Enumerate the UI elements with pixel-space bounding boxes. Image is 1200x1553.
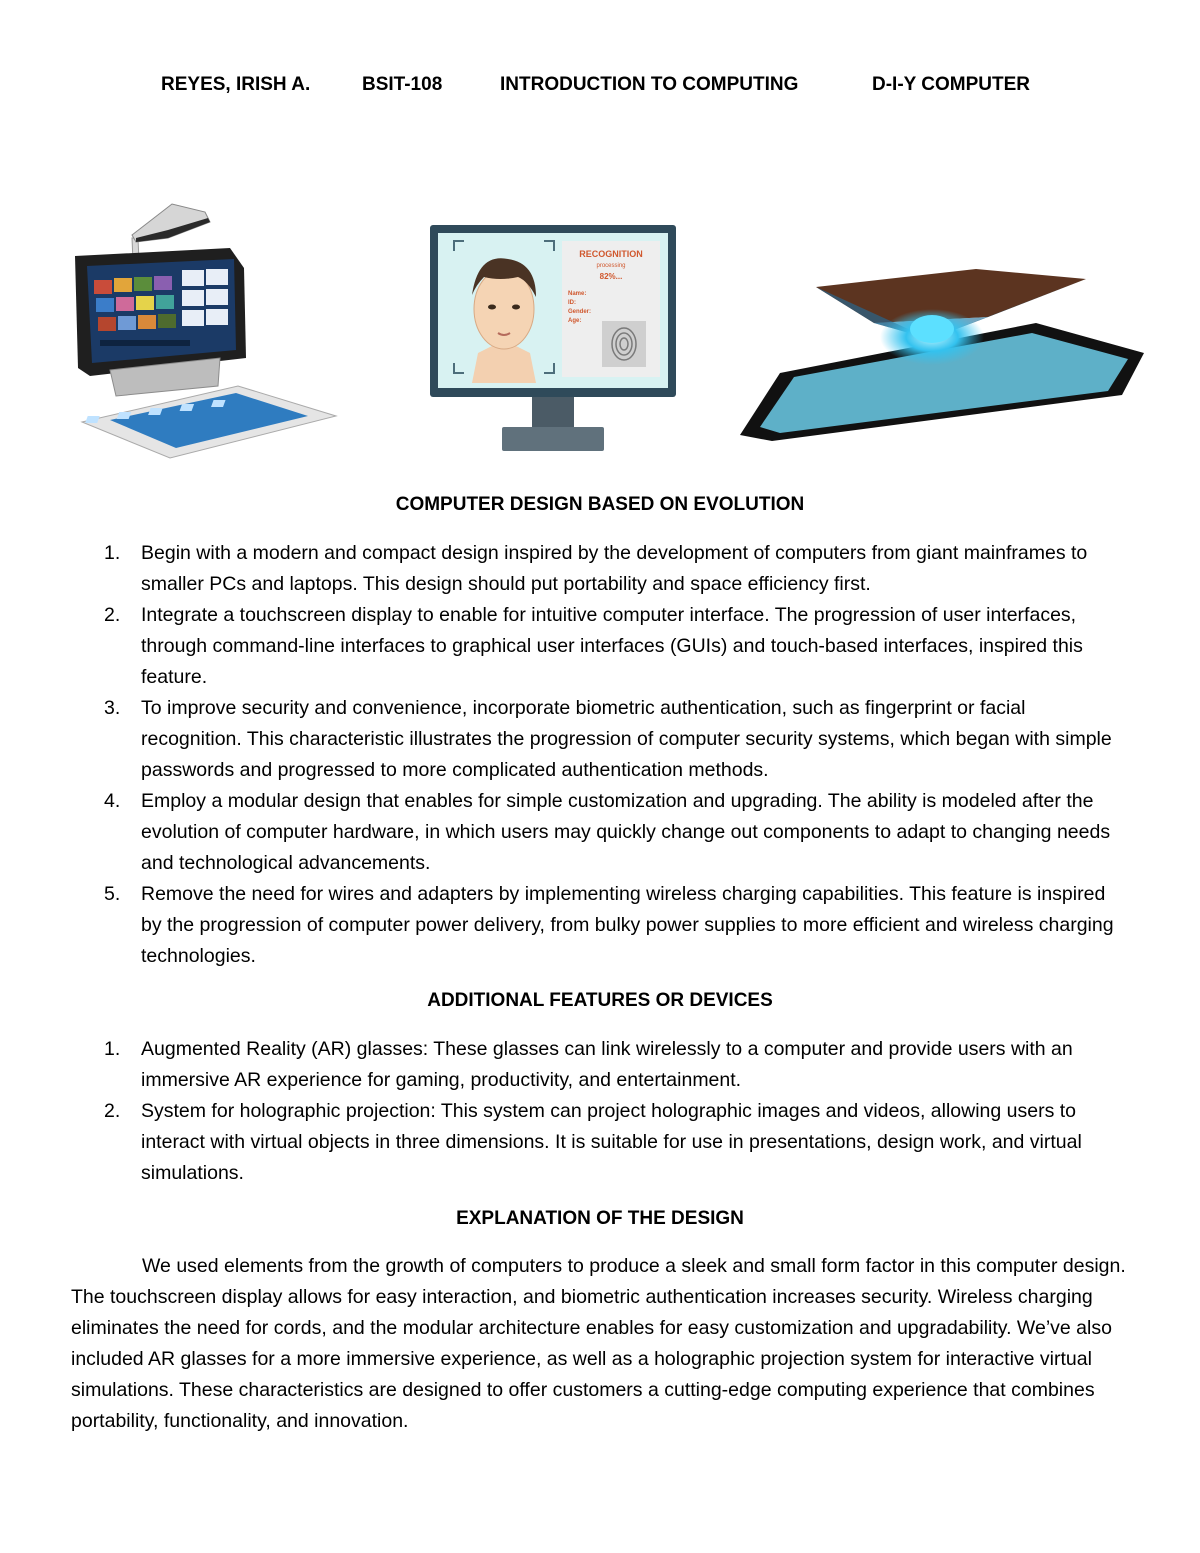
holographic-projection-illustration: [736, 265, 1148, 443]
list-item-number: 2.: [104, 604, 121, 626]
design-heading: COMPUTER DESIGN BASED ON EVOLUTION: [395, 494, 805, 515]
list-item-text: To improve security and convenience, incorporate biometric authentication, such as fingerprint or facial recognition. This characteristic illustrates the progression of computer security systems, which began with simple passwords and progressed to more complicated authentication methods.: [141, 697, 1112, 781]
explanation-heading: EXPLANATION OF THE DESIGN: [456, 1208, 744, 1229]
list-item-text: Integrate a touchscreen display to enable for intuitive computer interface. The progression of user interfaces, through command-line interfaces to graphical user interfaces (GUIs) and touch-based interfaces, inspired this feature.: [141, 604, 1083, 688]
explanation-paragraph: We used elements from the growth of computers to produce a sleek and small form factor in this computer design. The touchscreen display allows for easy interaction, and biometric authentication increases security. Wireless charging eliminates the need for cords, and the modular architecture enables for easy customization and upgradability. We’ve also included AR glasses for a more immersive experience, as well as a holographic projection system for interactive virtual simulations. These characteristics are designed to offer customers a cutting-edge computing experience that combines portability, functionality, and innovation.: [71, 1255, 1126, 1432]
facial-recognition-monitor-illustration: [428, 223, 678, 455]
list-item: [0, 879, 1131, 972]
list-item-text: Employ a modular design that enables for simple customization and upgrading. The ability is modeled after the evolution of computer hardware, in which users may quickly change out components to adapt to changing needs and technological advancements.: [141, 790, 1111, 874]
recognition-field-gender: Gender:: [568, 309, 592, 315]
project-title: D-I-Y COMPUTER: [872, 74, 1030, 95]
illustrations-row: [0, 185, 1200, 465]
recognition-percent: 82%...: [599, 272, 623, 281]
additional-list: [0, 1034, 1200, 1189]
recognition-field-name: Name:: [568, 291, 587, 297]
list-item-text: System for holographic projection: This system can project holographic images and videos, allowing users to interact with virtual objects in three dimensions. It is suitable for use in presentations, design work, and virtual simulations.: [141, 1100, 1082, 1184]
list-item-number: 1.: [104, 1038, 121, 1060]
list-item-number: 5.: [104, 883, 121, 905]
list-item: [0, 538, 1131, 600]
design-list: [0, 538, 1200, 972]
recognition-field-age: Age:: [568, 318, 582, 324]
recognition-title: RECOGNITION: [579, 249, 643, 259]
list-item-text: Remove the need for wires and adapters by implementing wireless charging capabilities. This feature is inspired by the progression of computer power delivery, from bulky power supplies to more efficient and wireless charging technologies.: [141, 883, 1114, 967]
list-item: [0, 1034, 1131, 1096]
list-item: [0, 786, 1131, 879]
list-item-number: 2.: [104, 1100, 121, 1122]
list-item-number: 4.: [104, 790, 121, 812]
additional-heading: ADDITIONAL FEATURES OR DEVICES: [427, 990, 773, 1011]
recognition-field-id: ID:: [568, 300, 576, 306]
course-title: INTRODUCTION TO COMPUTING: [500, 74, 799, 95]
list-item-text: Begin with a modern and compact design inspired by the development of computers from giant mainframes to smaller PCs and laptops. This design should put portability and space efficiency first.: [141, 542, 1088, 595]
touchscreen-pc-illustration: [70, 190, 340, 465]
student-name: REYES, IRISH A.: [161, 74, 311, 95]
list-item: [0, 693, 1131, 786]
list-item: [0, 600, 1131, 693]
section-code: BSIT-108: [362, 74, 443, 95]
list-item-number: 3.: [104, 697, 121, 719]
list-item-number: 1.: [104, 542, 121, 564]
recognition-status: processing: [596, 263, 626, 269]
list-item-text: Augmented Reality (AR) glasses: These glasses can link wirelessly to a computer and provide users with an immersive AR experience for gaming, productivity, and entertainment.: [141, 1038, 1073, 1091]
list-item: [0, 1096, 1131, 1189]
document-header: [0, 74, 1200, 98]
